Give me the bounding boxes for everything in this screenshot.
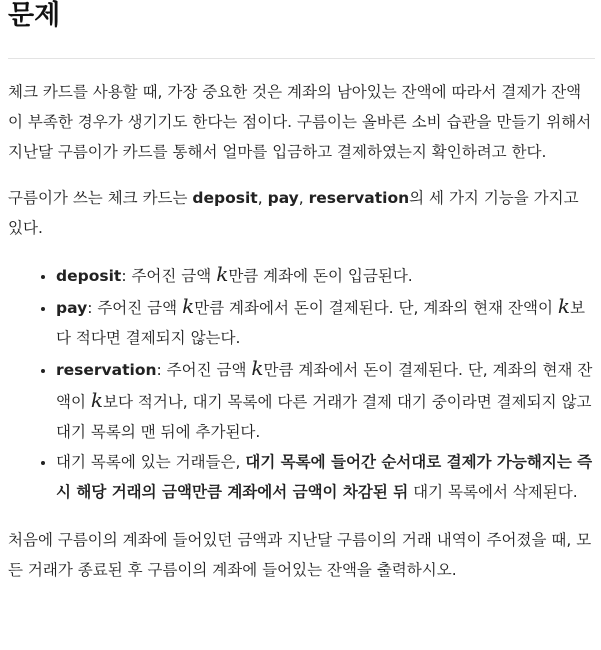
reservation-text-1: : 주어진 금액 [156,361,252,379]
features-term-reservation: reservation [308,189,410,207]
deposit-term: deposit [56,267,122,285]
reservation-text-3: 보다 적거나, 대기 목록에 다른 거래가 결제 대기 중이라면 결제되지 않고 대기 목록의 맨 뒤에 추가된다. [56,393,592,441]
page-title: 문제 [8,0,61,31]
math-variable-k: k [557,294,571,318]
features-comma-1: , [257,189,268,207]
list-item-pay [56,291,595,353]
features-term-pay: pay [267,189,299,207]
pay-text-1: : 주어진 금액 [87,299,183,317]
list-item-reservation [56,353,595,447]
math-variable-k: k [216,262,229,286]
pay-term: pay [56,299,88,317]
list-item-deposit [56,259,595,291]
output-paragraph: 처음에 구름이의 계좌에 들어있던 금액과 지난달 구름이의 거래 내역이 주어졌을 때, 모든 거래가 종료된 후 구름이의 계좌에 들어있는 잔액을 출력하시오. [8,531,592,579]
reservation-term: reservation [56,361,157,379]
list-item-waitlist [56,447,595,507]
features-paragraph [8,183,595,243]
function-list [8,259,595,507]
features-term-deposit: deposit [192,189,258,207]
intro-paragraph: 체크 카드를 사용할 때, 가장 중요한 것은 계좌의 남아있는 잔액에 따라서 결제가 잔액이 부족한 경우가 생기기도 한다는 점이다. 구름이는 올바른 소비 습관을 만들기 위해서 지난달 구름이가 카드를 통해서 얼마를 입금하고 결제하였는지 확인하려고 한다. [8,83,592,161]
features-comma-2: , [298,189,309,207]
math-variable-k: k [90,388,103,412]
features-text-after: 의 세 가지 기능을 가지고 있다. [8,189,579,237]
pay-text-3: 보다 적다면 결제되지 않는다. [56,299,586,347]
reservation-text-2: 만큼 계좌에서 돈이 결제된다. 단, 계좌의 현재 잔액이 [56,361,593,411]
features-text-before: 구름이가 쓰는 체크 카드는 [8,189,193,207]
waitlist-text-1: 대기 목록에 있는 거래들은, [56,453,246,471]
deposit-text-2: 만큼 계좌에 돈이 입금된다. [228,267,413,285]
math-variable-k: k [251,356,264,380]
waitlist-bold-text: 대기 목록에 들어간 순서대로 결제가 가능해지는 즉시 해당 거래의 금액만큼 계좌에서 금액이 차감된 뒤 [56,453,593,501]
waitlist-text-2: 대기 목록에서 삭제된다. [408,483,578,501]
title-divider [8,58,595,59]
pay-text-2: 만큼 계좌에서 돈이 결제된다. 단, 계좌의 현재 잔액이 [194,299,558,317]
deposit-text-1: : 주어진 금액 [121,267,217,285]
math-variable-k: k [182,294,195,318]
